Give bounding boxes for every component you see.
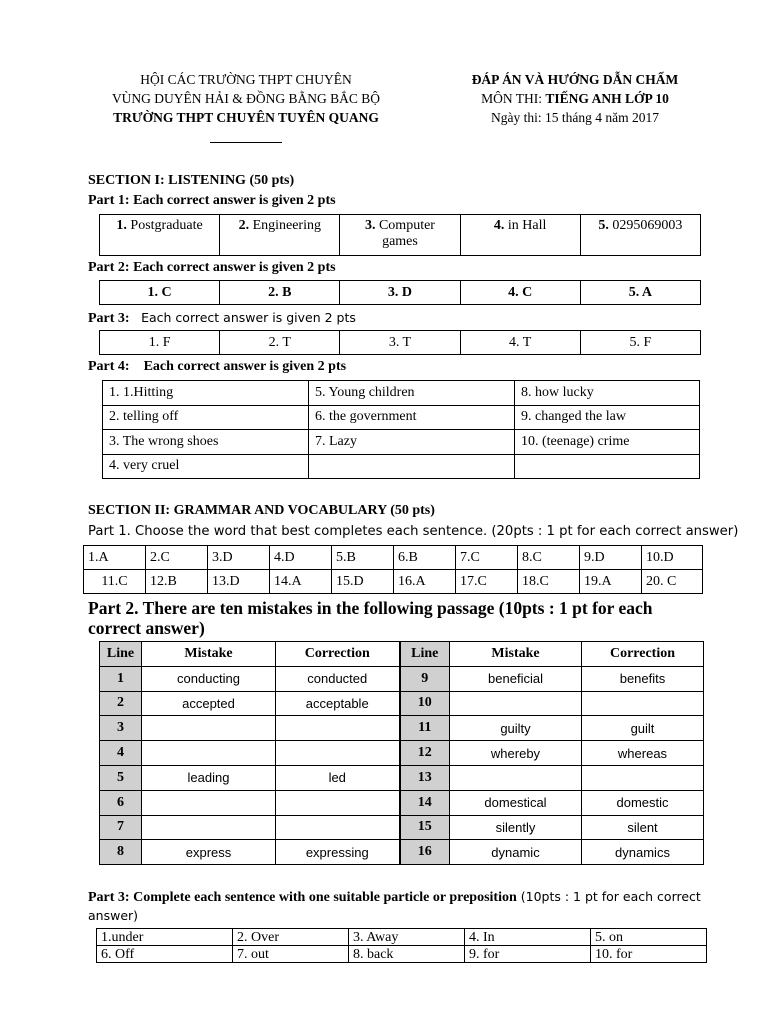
s2p1-cell: 15.D — [332, 570, 394, 594]
s2-part1-table — [83, 545, 703, 594]
mistake-cell: leading — [142, 765, 276, 790]
s2-part2-table — [99, 641, 704, 865]
s2p1-cell: 12.B — [146, 570, 208, 594]
s1p4-cell: 9. changed the law — [515, 405, 700, 430]
s2p3-cell: 8. back — [349, 946, 465, 963]
s2p1-cell: 17.C — [456, 570, 518, 594]
s2p1-cell: 11.C — [84, 570, 146, 594]
col-header: Mistake — [142, 642, 276, 667]
mistake-cell: domestical — [450, 790, 582, 815]
s1p2-cell: 2. B — [220, 281, 340, 305]
line-number: 2 — [100, 691, 142, 716]
s1p1-cell: 4. in Hall — [460, 215, 580, 256]
section2-title: SECTION II: GRAMMAR AND VOCABULARY (50 pts) — [88, 503, 435, 518]
header-left — [88, 70, 404, 127]
s1p2-cell: 5. A — [580, 281, 700, 305]
s1-part2-title: Part 2: Each correct answer is given 2 pts — [88, 260, 336, 275]
s2p3-cell: 5. on — [591, 929, 707, 946]
correction-cell: domestic — [582, 790, 704, 815]
mistake-cell: beneficial — [450, 666, 582, 691]
correction-cell: guilt — [582, 716, 704, 741]
s2p1-cell: 10.D — [642, 546, 703, 570]
subject-prefix: MÔN THI: — [481, 91, 546, 106]
s1p3-cell: 1. F — [100, 331, 220, 355]
mistake-cell: dynamic — [450, 840, 582, 865]
correction-cell: conducted — [276, 666, 400, 691]
mistake-cell — [450, 765, 582, 790]
correction-cell: silent — [582, 815, 704, 840]
line-number: 13 — [400, 765, 450, 790]
s2p3-cell: 3. Away — [349, 929, 465, 946]
mistake-cell: whereby — [450, 741, 582, 766]
correction-cell — [276, 741, 400, 766]
exam-date: Ngày thi: 15 tháng 4 năm 2017 — [491, 110, 659, 125]
s1p1-cell: 2. Engineering — [220, 215, 340, 256]
s1-part3-table — [99, 330, 701, 355]
s1p4-cell: 6. the government — [309, 405, 515, 430]
s2p3-cell: 10. for — [591, 946, 707, 963]
s1p4-cell: 2. telling off — [103, 405, 309, 430]
header-right — [420, 70, 730, 127]
s2p1-cell: 8.C — [518, 546, 580, 570]
s1p2-cell: 3. D — [340, 281, 460, 305]
s1p4-cell: 1. 1.Hitting — [103, 381, 309, 406]
s2p3-cell: 7. out — [233, 946, 349, 963]
s2p1-cell: 13.D — [208, 570, 270, 594]
s1p4-cell: 3. The wrong shoes — [103, 430, 309, 455]
s2-part1-title: Part 1. Choose the word that best completes each sentence. (20pts : 1 pt for each correct answer) — [88, 524, 739, 539]
line-number: 10 — [400, 691, 450, 716]
col-header: Correction — [276, 642, 400, 667]
region-name: VÙNG DUYÊN HẢI & ĐỒNG BẰNG BẮC BỘ — [111, 91, 381, 106]
subject-name: TIẾNG ANH LỚP 10 — [545, 91, 669, 106]
s2-part3-title — [88, 888, 708, 926]
s2p3-cell: 4. In — [465, 929, 591, 946]
s2p1-cell: 14.A — [270, 570, 332, 594]
table-row — [100, 691, 704, 716]
school-name: TRƯỜNG THPT CHUYÊN TUYÊN QUANG — [113, 110, 379, 125]
s1p4-cell: 10. (teenage) crime — [515, 430, 700, 455]
correction-cell: led — [276, 765, 400, 790]
s1p4-cell — [515, 454, 700, 479]
table-row — [100, 716, 704, 741]
line-number: 5 — [100, 765, 142, 790]
s2p1-cell: 16.A — [394, 570, 456, 594]
s2p3-cell: 2. Over — [233, 929, 349, 946]
association-name: HỘI CÁC TRƯỜNG THPT CHUYÊN — [140, 72, 352, 87]
col-header: Line — [400, 642, 450, 667]
s1p3-cell: 4. T — [460, 331, 580, 355]
s1-part1-table — [99, 214, 701, 256]
s1p3-cell: 3. T — [340, 331, 460, 355]
table-row — [100, 741, 704, 766]
mistake-cell — [450, 691, 582, 716]
s1-part4-title: Part 4: Each correct answer is given 2 pts — [88, 359, 347, 374]
s2p1-cell: 18.C — [518, 570, 580, 594]
s1p4-cell: 8. how lucky — [515, 381, 700, 406]
s2-part3-title-rest: (10pts : 1 pt for each correct answer) — [88, 889, 701, 923]
table-row — [100, 790, 704, 815]
s1p1-cell: 3. Computer games — [340, 215, 460, 256]
line-number: 11 — [400, 716, 450, 741]
s2p3-cell: 6. Off — [97, 946, 233, 963]
mistake-cell: conducting — [142, 666, 276, 691]
mistake-cell: express — [142, 840, 276, 865]
s2p1-cell: 20. C — [642, 570, 703, 594]
s2p1-cell: 4.D — [270, 546, 332, 570]
s2-part2-title: Part 2. There are ten mistakes in the following passage (10pts : 1 pt for each correct answer) — [88, 598, 653, 638]
answer-key-title: ĐÁP ÁN VÀ HƯỚNG DẪN CHẤM — [471, 72, 679, 87]
s1p3-cell: 5. F — [580, 331, 700, 355]
correction-cell — [276, 716, 400, 741]
mistake-cell — [142, 815, 276, 840]
s1p2-cell: 4. C — [460, 281, 580, 305]
header-underline — [210, 142, 282, 143]
correction-cell — [582, 691, 704, 716]
mistake-cell — [142, 790, 276, 815]
mistake-cell: guilty — [450, 716, 582, 741]
correction-cell: whereas — [582, 741, 704, 766]
table-row — [100, 840, 704, 865]
correction-cell: expressing — [276, 840, 400, 865]
s2p3-cell: 1.under — [97, 929, 233, 946]
mistake-cell: accepted — [142, 691, 276, 716]
s1p4-cell: 5. Young children — [309, 381, 515, 406]
s1p4-cell — [309, 454, 515, 479]
s2p1-cell: 5.B — [332, 546, 394, 570]
s2p1-cell: 6.B — [394, 546, 456, 570]
s1-part2-table — [99, 280, 701, 305]
s1p4-cell: 4. very cruel — [103, 454, 309, 479]
s2p1-cell: 2.C — [146, 546, 208, 570]
mistake-cell — [142, 741, 276, 766]
col-header: Mistake — [450, 642, 582, 667]
correction-cell: benefits — [582, 666, 704, 691]
s2p1-cell: 1.A — [84, 546, 146, 570]
table-row — [100, 666, 704, 691]
line-number: 1 — [100, 666, 142, 691]
s1-part1-title: Part 1: Each correct answer is given 2 pts — [88, 193, 336, 208]
s1p1-cell: 1. Postgraduate — [100, 215, 220, 256]
s2p1-cell: 9.D — [580, 546, 642, 570]
s1p4-cell: 7. Lazy — [309, 430, 515, 455]
table-row — [100, 815, 704, 840]
line-number: 4 — [100, 741, 142, 766]
line-number: 9 — [400, 666, 450, 691]
s2-part3-title-bold: Part 3: Complete each sentence with one suitable particle or preposition — [88, 890, 517, 905]
correction-cell — [276, 790, 400, 815]
line-number: 8 — [100, 840, 142, 865]
col-header: Correction — [582, 642, 704, 667]
s1p2-cell: 1. C — [100, 281, 220, 305]
subject-line — [420, 89, 730, 108]
s1-part4-table — [102, 380, 700, 479]
s1-part3-title: Part 3: — [88, 311, 130, 326]
s2-part3-table — [96, 928, 707, 963]
correction-cell: acceptable — [276, 691, 400, 716]
s2p1-cell: 7.C — [456, 546, 518, 570]
mistake-cell: silently — [450, 815, 582, 840]
line-number: 7 — [100, 815, 142, 840]
line-number: 3 — [100, 716, 142, 741]
section1-title: SECTION I: LISTENING (50 pts) — [88, 173, 295, 188]
s1p1-cell: 5. 0295069003 — [580, 215, 700, 256]
line-number: 15 — [400, 815, 450, 840]
line-number: 12 — [400, 741, 450, 766]
s2p1-cell: 3.D — [208, 546, 270, 570]
s2p1-cell: 19.A — [580, 570, 642, 594]
s1p3-cell: 2. T — [220, 331, 340, 355]
s2p3-cell: 9. for — [465, 946, 591, 963]
s1-part3-subtitle: Each correct answer is given 2 pts — [141, 310, 356, 325]
table-row — [100, 765, 704, 790]
s1-part3-title-row — [88, 310, 356, 327]
line-number: 16 — [400, 840, 450, 865]
mistake-cell — [142, 716, 276, 741]
correction-cell — [582, 765, 704, 790]
line-number: 6 — [100, 790, 142, 815]
line-number: 14 — [400, 790, 450, 815]
correction-cell — [276, 815, 400, 840]
col-header: Line — [100, 642, 142, 667]
correction-cell: dynamics — [582, 840, 704, 865]
